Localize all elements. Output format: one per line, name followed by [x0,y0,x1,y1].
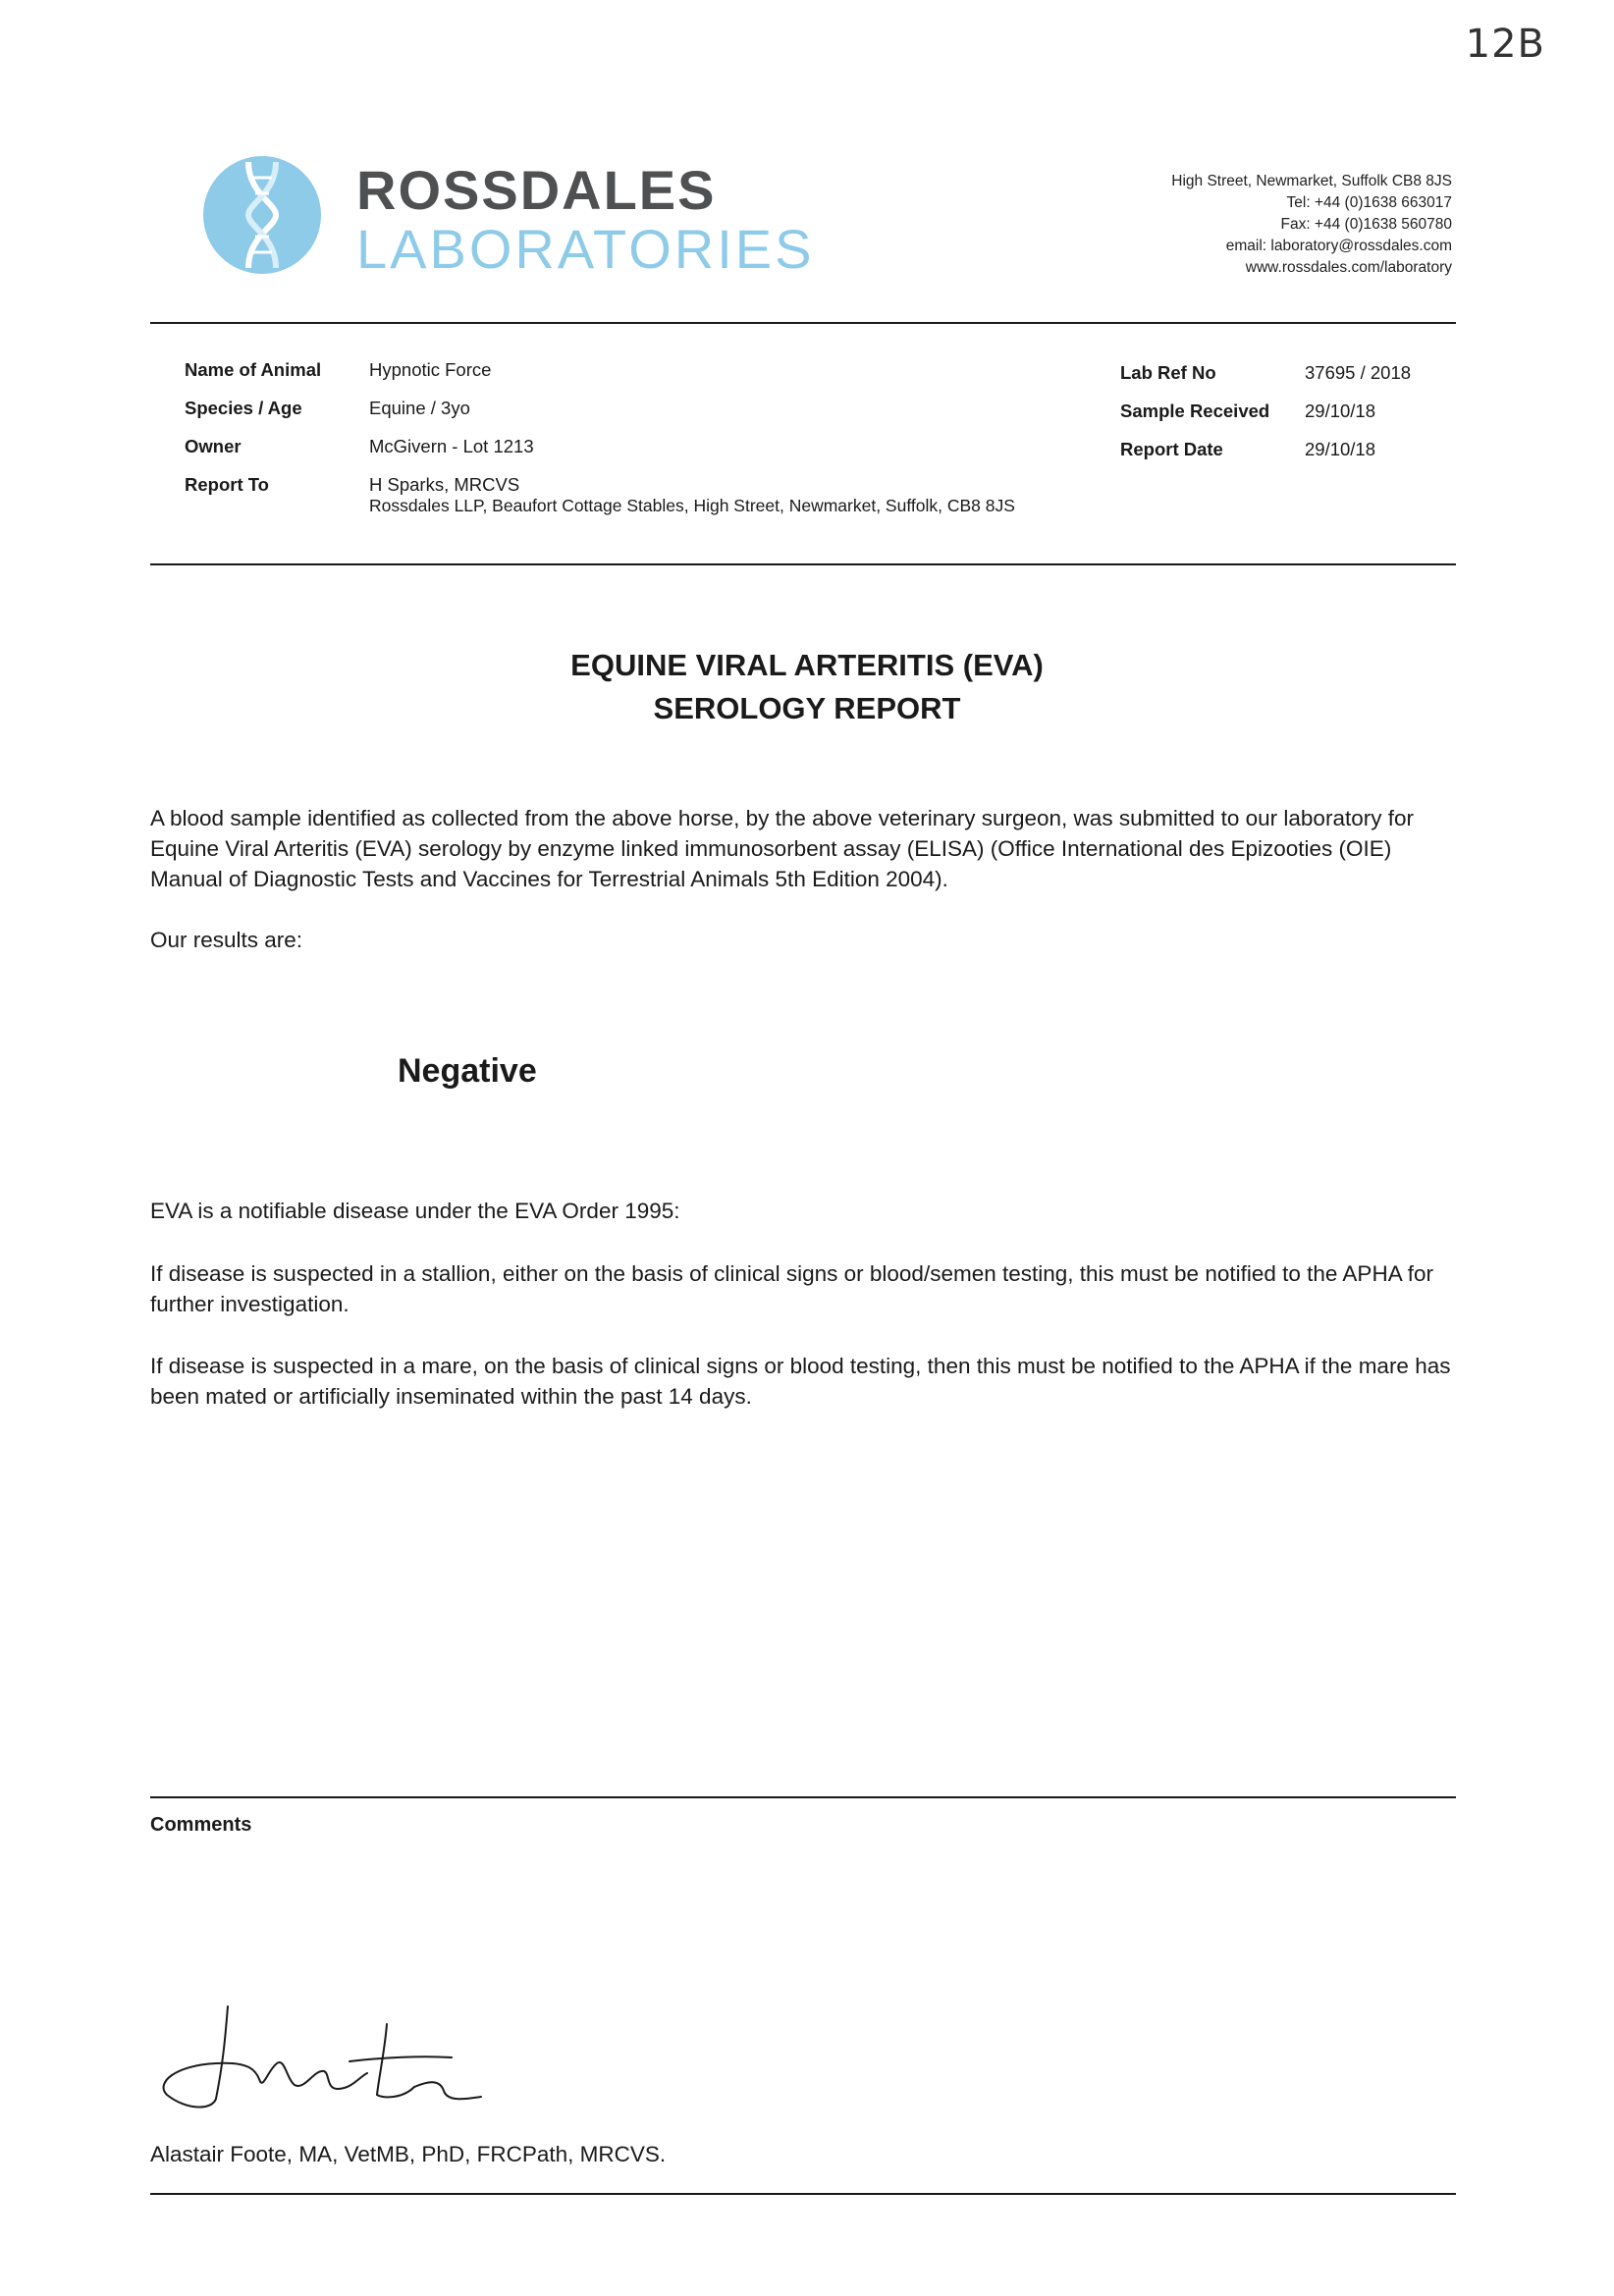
address-street: High Street, Newmarket, Suffolk CB8 8JS [1171,173,1452,189]
detail-row-lab-ref [1120,362,1411,400]
lab-address [1171,171,1452,279]
detail-value-address: Rossdales LLP, Beaufort Cottage Stables, High Street, Newmarket, Suffolk, CB8 8JS [369,496,1015,515]
detail-label: Sample Received [1120,400,1270,421]
detail-value: 29/10/18 [1305,400,1376,421]
dna-helix-circle-icon [201,154,323,276]
company-logo [201,152,830,290]
detail-label: Report Date [1120,439,1223,459]
header-divider [150,322,1456,324]
detail-value-group [369,474,1015,516]
results-intro: Our results are: [150,928,303,952]
report-title-line-1: EQUINE VIRAL ARTERITIS (EVA) [570,648,1044,682]
detail-value: 37695 / 2018 [1305,362,1412,383]
comments-label: Comments [150,1814,252,1836]
detail-label: Owner [185,436,242,456]
detail-row-sample-received [1120,400,1411,439]
note-stallion: If disease is suspected in a stallion, either on the basis of clinical signs or blood/semen testing, this must be notified to the APHA for further investigation. [150,1261,1433,1316]
detail-row-animal-name [185,359,1015,398]
detail-value: 29/10/18 [1305,439,1376,459]
detail-value: McGivern - Lot 1213 [369,436,534,456]
page-number: 12B [1465,22,1545,67]
address-email: email: laboratory@rossdales.com [1225,238,1452,254]
address-fax: Fax: +44 (0)1638 560780 [1280,216,1452,233]
detail-row-owner [185,436,1015,474]
intro-paragraph: A blood sample identified as collected from the above horse, by the above veterinary surgeon, was submitted to our laboratory for Equine Viral Arteritis (EVA) serology by enzyme linked immunosorbent assay (ELISA) (Office International des Epizooties (OIE) Manual of Diagnostic Tests and Vaccines for Terrestrial Animals 5th Edition 2004). [150,806,1414,891]
note-notifiable: EVA is a notifiable disease under the EVA Order 1995: [150,1199,680,1223]
signatory-name: Alastair Foote, MA, VetMB, PhD, FRCPath, MRCVS. [150,2142,667,2166]
detail-row-report-to [185,474,1015,516]
detail-value: Hypnotic Force [369,359,492,380]
logo-line-2: LABORATORIES [356,218,815,280]
signature [157,2001,491,2118]
detail-value: Equine / 3yo [369,398,470,418]
address-tel: Tel: +44 (0)1638 663017 [1286,194,1452,211]
footer-divider [150,2193,1456,2195]
report-title [0,644,1614,730]
result-value: Negative [398,1052,537,1090]
detail-row-report-date [1120,439,1411,477]
detail-row-species-age [185,398,1015,436]
detail-label: Lab Ref No [1120,362,1216,383]
detail-value: H Sparks, MRCVS [369,474,520,495]
detail-label: Species / Age [185,398,302,418]
report-title-line-2: SEROLOGY REPORT [653,691,961,725]
detail-label: Report To [185,474,269,495]
logo-line-1: ROSSDALES [356,159,717,221]
comments-divider [150,1796,1456,1798]
details-divider [150,563,1456,565]
note-mare: If disease is suspected in a mare, on the basis of clinical signs or blood testing, then this must be notified to the APHA if the mare has been mated or artificially inseminated within the past 14 days. [150,1354,1451,1409]
detail-label: Name of Animal [185,359,322,380]
address-website: www.rossdales.com/laboratory [1245,259,1452,276]
animal-details [185,359,1015,516]
lab-details [1120,362,1411,477]
